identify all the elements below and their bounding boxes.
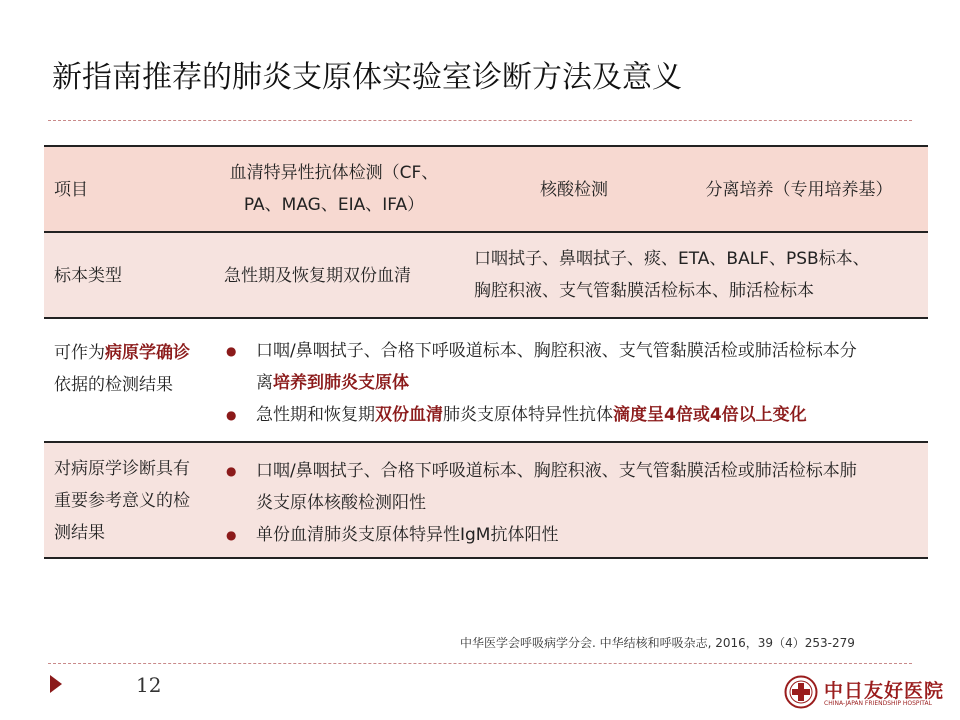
pathogenic-label — [54, 337, 190, 401]
sample-swab-line1: 口咽拭子、鼻咽拭子、痰、ETA、BALF、PSB标本、 — [474, 249, 870, 269]
pathogenic-b2-highlight1: 双份血清 — [375, 405, 443, 425]
reference-b1-line2: 炎支原体核酸检测阳性 — [256, 493, 426, 513]
table-row-reference — [44, 441, 928, 559]
reference-label-line2: 重要参考意义的检 — [54, 491, 190, 511]
pathogenic-bullets — [226, 335, 916, 431]
footer-divider — [48, 663, 912, 664]
reference-label-line1: 对病原学诊断具有 — [54, 459, 190, 479]
reference-label-line3: 测结果 — [54, 523, 105, 543]
page-title: 新指南推荐的肺炎支原体实验室诊断方法及意义 — [52, 60, 682, 95]
sample-swab — [474, 243, 924, 307]
logo-text-cn: 中日友好医院 — [824, 680, 945, 702]
sample-swab-line2: 胸腔积液、支气管黏膜活检标本、肺活检标本 — [474, 281, 814, 301]
header-antibody — [214, 157, 454, 221]
play-arrow-icon — [50, 675, 62, 693]
pathogenic-b1-line1: ● 口咽/鼻咽拭子、合格下呼吸道标本、胸腔积液、支气管黏膜活检或肺活检标本分 — [256, 341, 857, 361]
title-divider — [48, 120, 912, 121]
header-antibody-line2: PA、MAG、EIA、IFA） — [243, 195, 425, 215]
reference-b2: ● 单份血清肺炎支原体特异性IgM抗体阳性 — [256, 525, 559, 545]
pathogenic-b1-highlight: 培养到肺炎支原体 — [273, 373, 409, 393]
sample-serum: 急性期及恢复期双份血清 — [224, 266, 411, 286]
header-culture: 分离培养（专用培养基） — [705, 180, 893, 200]
list-item — [226, 455, 916, 519]
pathogenic-b2-mid: 肺炎支原体特异性抗体 — [443, 405, 613, 425]
header-antibody-line1: 血清特异性抗体检测（CF、 — [229, 163, 439, 183]
pathogenic-b1-line2-pre: 离 — [256, 373, 273, 393]
hospital-logo — [784, 673, 945, 713]
diagnosis-table — [44, 145, 928, 559]
header-item: 项目 — [54, 180, 88, 200]
reference-bullets — [226, 455, 916, 551]
pathogenic-b2-pre: 急性期和恢复期 — [256, 405, 375, 425]
reference-label — [54, 453, 190, 549]
table-row-sample-type — [44, 231, 928, 317]
pathogenic-b2-highlight2: 滴度呈4倍或4倍以上变化 — [613, 405, 807, 425]
pathogenic-label-highlight: 病原学确诊 — [105, 343, 190, 363]
list-item — [226, 519, 916, 551]
citation: 中华医学会呼吸病学分会. 中华结核和呼吸杂志, 2016，39（4）253-279 — [460, 636, 855, 650]
list-item — [226, 335, 916, 399]
pathogenic-label-pre: 可作为 — [54, 343, 105, 363]
header-nucleic-acid: 核酸检测 — [540, 180, 608, 200]
logo-text-en: CHINA-JAPAN FRIENDSHIP HOSPITAL — [824, 700, 932, 707]
page-number: 12 — [136, 673, 162, 697]
table-row-pathogenic — [44, 317, 928, 441]
pathogenic-label-line2: 依据的检测结果 — [54, 375, 173, 395]
list-item — [226, 399, 916, 431]
sample-type-label: 标本类型 — [54, 266, 122, 286]
hospital-emblem-icon — [784, 675, 818, 709]
table-header-row — [44, 145, 928, 231]
reference-b1-line1: ● 口咽/鼻咽拭子、合格下呼吸道标本、胸腔积液、支气管黏膜活检或肺活检标本肺 — [256, 461, 857, 481]
